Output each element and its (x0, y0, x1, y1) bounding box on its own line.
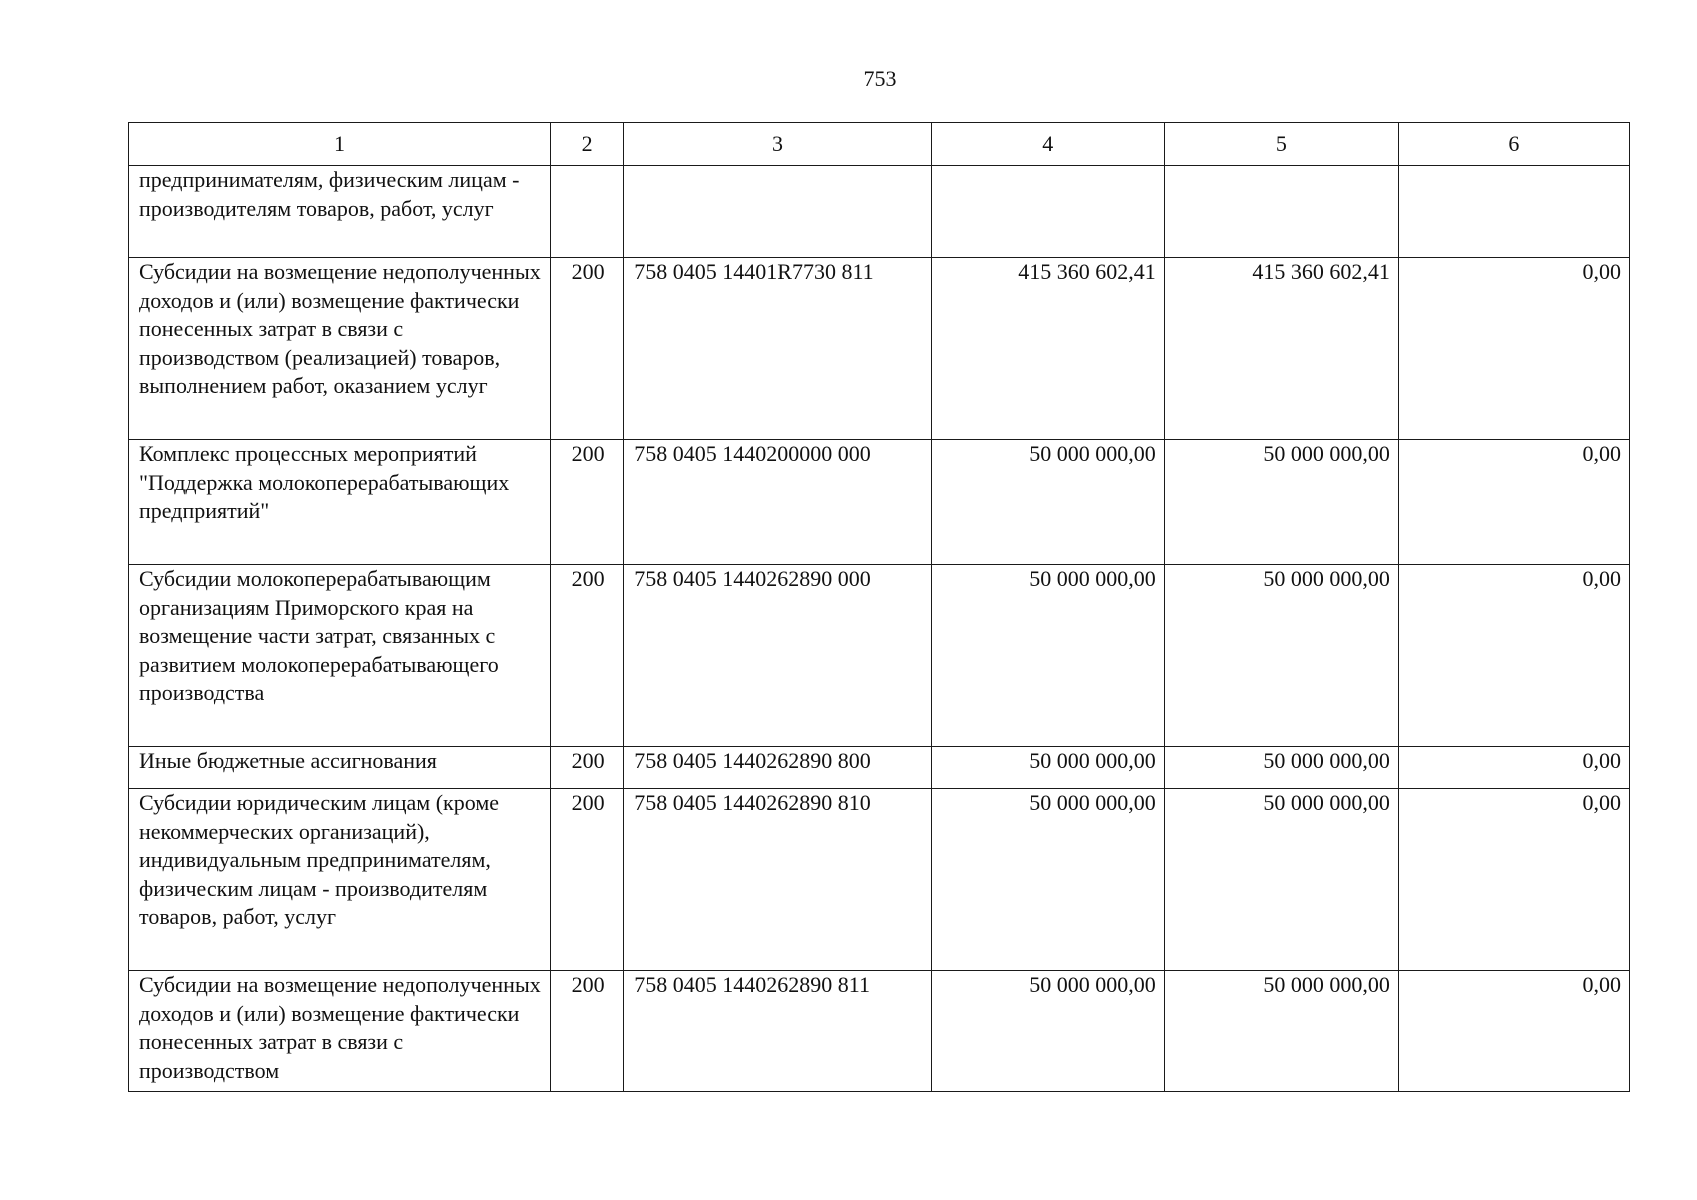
table-row (129, 747, 1630, 789)
row-col4: 50 000 000,00 (931, 789, 1164, 971)
row-col5: 50 000 000,00 (1164, 440, 1398, 565)
row-col2: 200 (550, 258, 623, 440)
row-col2 (550, 166, 623, 258)
table-row (129, 440, 1630, 565)
row-name: Субсидии на возмещение недополученных доходов и (или) возмещение фактически понесенных затрат в связи с производством (129, 971, 551, 1092)
table-row (129, 789, 1630, 971)
row-col4: 50 000 000,00 (931, 565, 1164, 747)
table-row (129, 971, 1630, 1092)
table-row (129, 565, 1630, 747)
row-code: 758 0405 1440262890 810 (624, 789, 931, 971)
row-name: предпринимателям, физическим лицам - производителям товаров, работ, услуг (129, 166, 551, 258)
row-code: 758 0405 14401R7730 811 (624, 258, 931, 440)
row-name: Комплекс процессных мероприятий "Поддержка молокоперерабатывающих предприятий" (129, 440, 551, 565)
row-col4: 50 000 000,00 (931, 747, 1164, 789)
row-code: 758 0405 1440200000 000 (624, 440, 931, 565)
row-col5: 50 000 000,00 (1164, 565, 1398, 747)
row-col2: 200 (550, 971, 623, 1092)
row-name: Субсидии юридическим лицам (кроме некоммерческих организаций), индивидуальным предпринимателям, физическим лицам - производителям товаров, работ, услуг (129, 789, 551, 971)
row-col4: 415 360 602,41 (931, 258, 1164, 440)
row-col6: 0,00 (1398, 789, 1629, 971)
row-code: 758 0405 1440262890 800 (624, 747, 931, 789)
column-header-2: 2 (550, 123, 623, 166)
row-col4 (931, 166, 1164, 258)
page-number: 753 (863, 66, 897, 91)
row-col6: 0,00 (1398, 971, 1629, 1092)
row-col2: 200 (550, 440, 623, 565)
column-header-5: 5 (1164, 123, 1398, 166)
row-code: 758 0405 1440262890 811 (624, 971, 931, 1092)
row-col5: 50 000 000,00 (1164, 789, 1398, 971)
column-header-4: 4 (931, 123, 1164, 166)
row-col5: 50 000 000,00 (1164, 971, 1398, 1092)
row-col4: 50 000 000,00 (931, 440, 1164, 565)
row-name: Субсидии молокоперерабатывающим организациям Приморского края на возмещение части затрат, связанных с развитием молокоперерабатывающего производства (129, 565, 551, 747)
row-name: Иные бюджетные ассигнования (129, 747, 551, 789)
row-col2: 200 (550, 747, 623, 789)
row-code: 758 0405 1440262890 000 (624, 565, 931, 747)
table-row (129, 258, 1630, 440)
row-col6 (1398, 166, 1629, 258)
row-col2: 200 (550, 565, 623, 747)
row-col5: 50 000 000,00 (1164, 747, 1398, 789)
column-header-1: 1 (129, 123, 551, 166)
row-col6: 0,00 (1398, 565, 1629, 747)
row-col6: 0,00 (1398, 440, 1629, 565)
row-code (624, 166, 931, 258)
row-col4: 50 000 000,00 (931, 971, 1164, 1092)
row-col6: 0,00 (1398, 258, 1629, 440)
row-col6: 0,00 (1398, 747, 1629, 789)
row-col2: 200 (550, 789, 623, 971)
column-header-3: 3 (624, 123, 931, 166)
column-header-6: 6 (1398, 123, 1629, 166)
row-name: Субсидии на возмещение недополученных доходов и (или) возмещение фактически понесенных затрат в связи с производством (реализацией) товаров, выполнением работ, оказанием услуг (129, 258, 551, 440)
table-header-row (129, 123, 1630, 166)
budget-table (128, 122, 1630, 1092)
row-col5 (1164, 166, 1398, 258)
row-col5: 415 360 602,41 (1164, 258, 1398, 440)
table-row (129, 166, 1630, 258)
